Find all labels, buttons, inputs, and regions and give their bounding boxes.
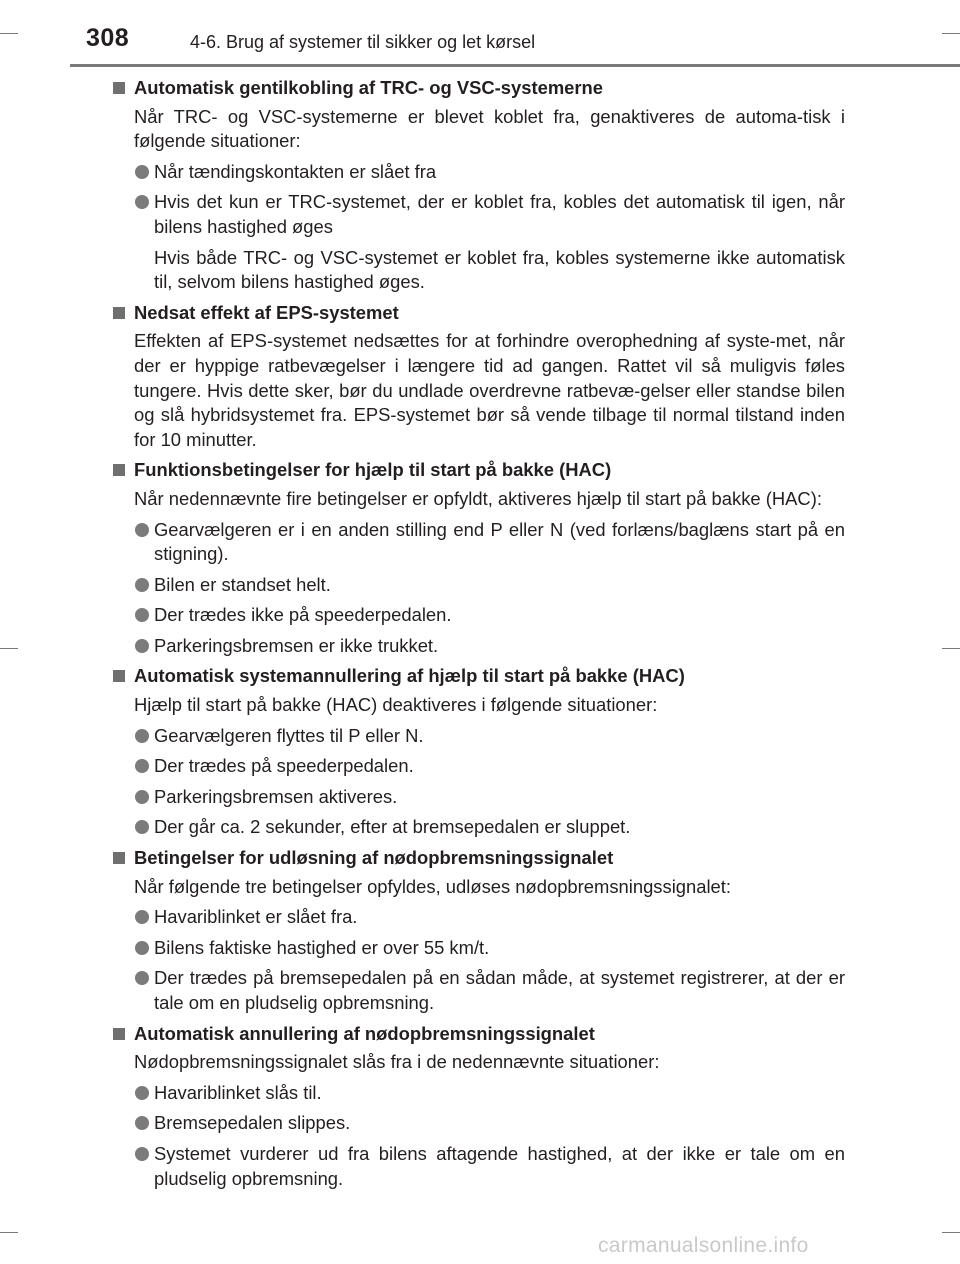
list-item-text: Når tændingskontakten er slået fra (154, 160, 437, 182)
section-hac-cancellation (113, 664, 845, 840)
page-number: 308 (86, 24, 130, 52)
section-intro: Når følgende tre betingelser opfyldes, udløses nødopbremsningssignalet: (134, 875, 731, 897)
round-bullet-icon (135, 790, 149, 804)
header-rule (70, 64, 960, 67)
round-bullet-icon (135, 1086, 149, 1100)
crop-mark-mid-left (0, 648, 18, 649)
square-bullet-icon (113, 82, 125, 94)
round-bullet-icon (135, 578, 149, 592)
section-title: Funktionsbetingelser for hjælp til start på bakke (HAC) (134, 459, 612, 481)
round-bullet-icon (135, 1147, 149, 1161)
section-heading (113, 301, 845, 326)
list-item-text: Bilen er standset helt. (154, 573, 331, 595)
list-item (134, 573, 845, 598)
page-content (113, 76, 845, 1197)
section-title: Automatisk systemannullering af hjælp til start på bakke (HAC) (134, 665, 685, 687)
round-bullet-icon (135, 195, 149, 209)
section-heading (113, 1022, 845, 1047)
section-emergency-signal-trigger (113, 846, 845, 1016)
round-bullet-icon (135, 639, 149, 653)
crop-mark-bottom-right (942, 1232, 960, 1233)
square-bullet-icon (113, 852, 125, 864)
round-bullet-icon (135, 729, 149, 743)
list-item-text: Der går ca. 2 sekunder, efter at bremsepedalen er sluppet. (154, 816, 631, 838)
section-emergency-signal-cancel (113, 1022, 845, 1192)
crop-mark-mid-right (942, 648, 960, 649)
list-item-text: Der trædes på bremsepedalen på en sådan måde, at systemet registrerer, at der er tale om en pludselig opbremsning. (154, 967, 845, 1013)
section-heading (113, 664, 845, 689)
section-title: Betingelser for udløsning af nødopbremsningssignalet (134, 847, 614, 869)
round-bullet-icon (135, 971, 149, 985)
crop-mark-bottom-left (0, 1232, 18, 1233)
section-title: Nedsat effekt af EPS-systemet (134, 301, 399, 323)
list-item (134, 160, 845, 185)
list-item (134, 1111, 845, 1136)
round-bullet-icon (135, 165, 149, 179)
section-title: Automatisk annullering af nødopbremsningssignalet (134, 1022, 595, 1044)
list-item (134, 634, 845, 659)
list-item-text: Gearvælgeren er i en anden stilling end P eller N (ved forlæns/baglæns start på en stigning). (154, 518, 845, 565)
list-item (134, 724, 845, 749)
list-item (134, 190, 845, 239)
section-intro: Effekten af EPS-systemet nedsættes for at forhindre overophedning af syste-met, når der er hyppige ratbevægelser i længere tid ad gangen. Rattet vil så muligvis føles tungere. Hvis dette sker, bør du undlade overdrevne ratbevæ-gelser eller standse bilen og slå hybridsystemet fra. EPS-systemet bør så vende tilbage til normal tilstand inden for 10 minutter. (134, 330, 845, 450)
list-item (134, 815, 845, 840)
round-bullet-icon (135, 820, 149, 834)
section-intro: Hjælp til start på bakke (HAC) deaktiveres i følgende situationer: (134, 694, 658, 716)
list-item (134, 603, 845, 628)
section-intro: Når nedennævnte fire betingelser er opfyldt, aktiveres hjælp til start på bakke (HAC): (134, 487, 822, 509)
round-bullet-icon (135, 910, 149, 924)
round-bullet-icon (135, 523, 149, 537)
list-item-text: Der trædes ikke på speederpedalen. (154, 604, 452, 626)
section-intro: Når TRC- og VSC-systemerne er blevet koblet fra, genaktiveres de automa-tisk i følgende situationer: (134, 105, 845, 152)
list-item (134, 1142, 845, 1191)
section-trc-vsc-reactivation (113, 76, 845, 295)
section-title: Automatisk gentilkobling af TRC- og VSC-systemerne (134, 77, 604, 98)
list-item-text: Havariblinket slås til. (154, 1081, 322, 1103)
section-heading (113, 458, 845, 483)
list-item (134, 518, 845, 567)
list-item-text: Parkeringsbremsen aktiveres. (154, 785, 398, 807)
section-heading (113, 846, 845, 871)
site-watermark: carmanualsonline.info (598, 1234, 809, 1257)
round-bullet-icon (135, 1116, 149, 1130)
section-eps-reduced-effect (113, 301, 845, 453)
list-item (134, 754, 845, 779)
section-note: Hvis både TRC- og VSC-systemet er koblet fra, kobles systemerne ikke automatisk til, selvom bilens hastighed øges. (154, 246, 845, 293)
list-item-text: Bremsepedalen slippes. (154, 1112, 351, 1134)
round-bullet-icon (135, 941, 149, 955)
list-item (134, 966, 845, 1015)
round-bullet-icon (135, 759, 149, 773)
chapter-title: 4-6. Brug af systemer til sikker og let kørsel (190, 32, 536, 52)
list-item-text: Parkeringsbremsen er ikke trukket. (154, 634, 439, 656)
list-item (134, 785, 845, 810)
page-header (0, 0, 960, 66)
square-bullet-icon (113, 670, 125, 682)
list-item (134, 936, 845, 961)
section-hac-conditions (113, 458, 845, 658)
square-bullet-icon (113, 1028, 125, 1040)
list-item-text: Systemet vurderer ud fra bilens aftagende hastighed, at der ikke er tale om en pludselig opbremsning. (154, 1142, 845, 1189)
section-intro: Nødopbremsningssignalet slås fra i de nedennævnte situationer: (134, 1051, 660, 1073)
round-bullet-icon (135, 608, 149, 622)
list-item-text: Bilens faktiske hastighed er over 55 km/t. (154, 936, 490, 958)
square-bullet-icon (113, 464, 125, 476)
list-item (134, 905, 845, 930)
square-bullet-icon (113, 307, 125, 319)
list-item-text: Hvis det kun er TRC-systemet, der er koblet fra, kobles det automatisk til igen, når bilens hastighed øges (154, 191, 845, 237)
list-item-text: Gearvælgeren flyttes til P eller N. (154, 724, 424, 746)
section-heading (113, 76, 845, 101)
list-item-text: Havariblinket er slået fra. (154, 906, 358, 928)
list-item-text: Der trædes på speederpedalen. (154, 755, 414, 777)
list-item (134, 1081, 845, 1106)
